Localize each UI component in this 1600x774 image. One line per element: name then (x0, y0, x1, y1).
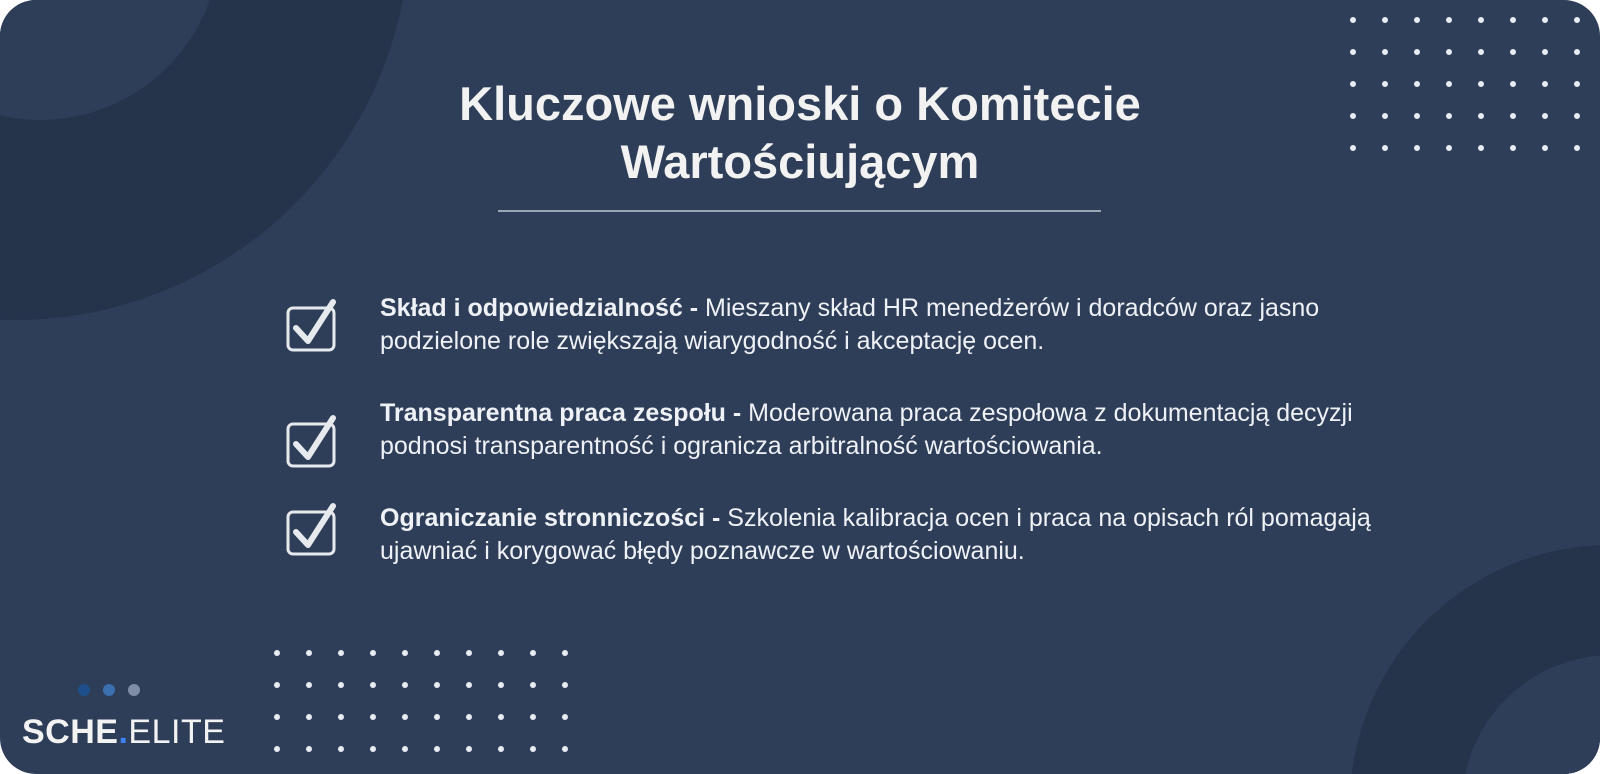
decorative-dot (370, 714, 376, 720)
decorative-dot (306, 714, 312, 720)
decorative-dot (370, 746, 376, 752)
decorative-dot (530, 714, 536, 720)
decorative-dot (338, 682, 344, 688)
decorative-dot (402, 714, 408, 720)
logo-dot-separator: . (118, 713, 129, 751)
checkbox-icon (286, 502, 338, 556)
decorative-dot (274, 650, 280, 656)
decorative-dot (562, 746, 568, 752)
logo-part-2: ELITE (128, 713, 226, 751)
decorative-dot (1350, 145, 1356, 151)
page-title: Kluczowe wnioski o Komitecie Wartościującym (459, 77, 1141, 188)
decorative-dot (274, 682, 280, 688)
dot-pattern-bottom-left (274, 650, 568, 752)
decorative-dot (530, 650, 536, 656)
decorative-dot (1574, 49, 1580, 55)
decorative-dot (1350, 113, 1356, 119)
decorative-dot (498, 714, 504, 720)
decorative-dot (1350, 81, 1356, 87)
decorative-dot (1382, 145, 1388, 151)
list-item (286, 292, 1406, 358)
decorative-dot (1414, 113, 1420, 119)
decorative-dot (562, 682, 568, 688)
decorative-dot (1542, 17, 1548, 23)
logo-dot-3 (128, 684, 140, 696)
decorative-dot (1478, 145, 1484, 151)
decorative-dot (498, 682, 504, 688)
decorative-dot (530, 682, 536, 688)
decorative-dot (1574, 17, 1580, 23)
decorative-dot (1478, 81, 1484, 87)
dot-pattern-top-right (1350, 17, 1580, 151)
decorative-dot (498, 650, 504, 656)
decorative-dot (402, 746, 408, 752)
logo-dots (78, 684, 140, 696)
decorative-dot (370, 682, 376, 688)
logo-part-1: SCHE (22, 713, 119, 751)
checkbox-icon (286, 414, 338, 468)
point-heading: Transparentna praca zespołu - (380, 399, 742, 427)
decorative-dot (1382, 17, 1388, 23)
decorative-dot (530, 746, 536, 752)
point-text: Mieszany skład HR menedżerów i doradców oraz jasno podzielone role zwiększają wiarygodność i akceptację ocen. (380, 294, 1320, 355)
decorative-dot (562, 650, 568, 656)
decorative-dot (562, 714, 568, 720)
decorative-dot (1446, 81, 1452, 87)
decorative-dot (434, 650, 440, 656)
decorative-dot (1446, 17, 1452, 23)
decorative-dot (1542, 145, 1548, 151)
decorative-dot (338, 746, 344, 752)
decorative-dot (1574, 145, 1580, 151)
decorative-dot (1510, 113, 1516, 119)
list-item (286, 397, 1406, 463)
title-divider (498, 210, 1101, 212)
point-text: Moderowana praca zespołowa z dokumentacją decyzji podnosi transparentność i ogranicza arbitralność wartościowania. (380, 399, 1353, 460)
decorative-dot (1414, 49, 1420, 55)
decorative-dot (402, 682, 408, 688)
decorative-dot (338, 650, 344, 656)
point-heading: Ograniczanie stronniczości - (380, 504, 721, 532)
decorative-dot (274, 746, 280, 752)
decorative-dot (434, 746, 440, 752)
decorative-dot (1510, 49, 1516, 55)
decorative-dot (1542, 81, 1548, 87)
decorative-dot (466, 714, 472, 720)
decorative-dot (1446, 145, 1452, 151)
decorative-dot (402, 650, 408, 656)
point-text: Szkolenia kalibracja ocen i praca na opisach ról pomagają ujawniać i korygować błędy poznawcze w wartościowaniu. (380, 504, 1371, 565)
decorative-dot (1446, 49, 1452, 55)
decorative-dot (466, 650, 472, 656)
key-points-list (286, 292, 1406, 568)
decorative-dot (274, 714, 280, 720)
decorative-dot (1574, 113, 1580, 119)
decorative-dot (1478, 49, 1484, 55)
decorative-dot (1510, 17, 1516, 23)
decorative-dot (466, 682, 472, 688)
decorative-dot (434, 714, 440, 720)
decorative-dot (1542, 113, 1548, 119)
decorative-dot (1350, 17, 1356, 23)
decorative-dot (306, 682, 312, 688)
decorative-dot (306, 650, 312, 656)
decorative-dot (498, 746, 504, 752)
decorative-dot (1414, 81, 1420, 87)
decorative-dot (1414, 17, 1420, 23)
decorative-dot (1414, 145, 1420, 151)
checkbox-icon (286, 298, 338, 352)
decorative-dot (1510, 145, 1516, 151)
decorative-dot (1574, 81, 1580, 87)
decorative-dot (1478, 113, 1484, 119)
decorative-dot (1382, 113, 1388, 119)
decorative-dot (1382, 81, 1388, 87)
decorative-dot (1350, 49, 1356, 55)
decorative-dot (1382, 49, 1388, 55)
decorative-dot (1446, 113, 1452, 119)
decorative-dot (1510, 81, 1516, 87)
decorative-dot (306, 746, 312, 752)
decorative-dot (1542, 49, 1548, 55)
decorative-dot (370, 650, 376, 656)
decorative-dot (1478, 17, 1484, 23)
list-item (286, 502, 1406, 568)
logo-dot-2 (103, 684, 115, 696)
logo-dot-1 (78, 684, 90, 696)
decorative-dot (466, 746, 472, 752)
brand-logo (22, 712, 225, 752)
decorative-dot (338, 714, 344, 720)
decorative-dot (434, 682, 440, 688)
point-heading: Skład i odpowiedzialność - (380, 294, 699, 322)
